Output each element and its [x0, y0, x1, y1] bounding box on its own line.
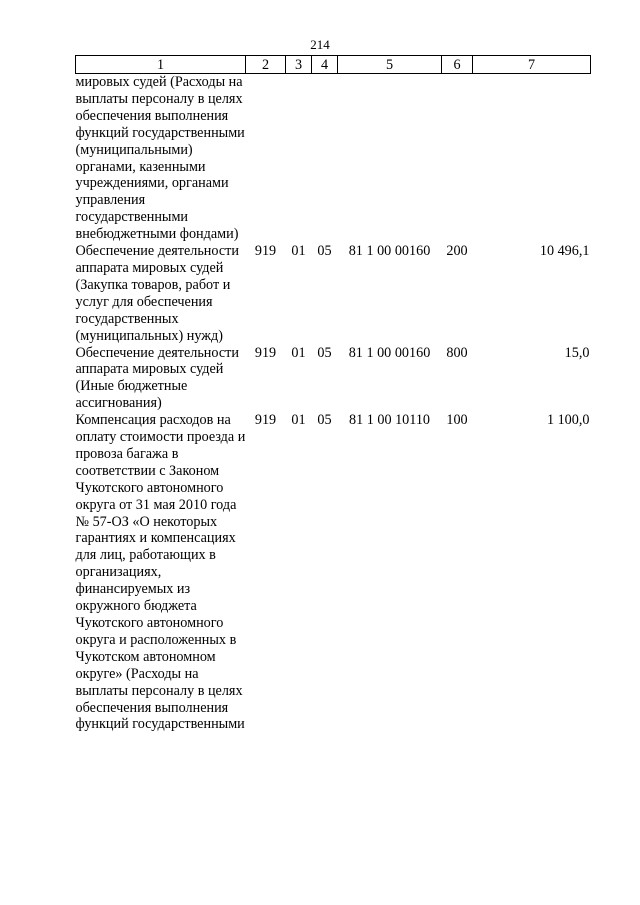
column-header-7: 7 [473, 56, 591, 74]
row-amount: 1 100,0 [546, 412, 590, 429]
row-ministry: 919 [254, 344, 277, 361]
column-header-1: 1 [76, 56, 246, 74]
column-header-2: 2 [246, 56, 286, 74]
table-row [76, 243, 591, 344]
row-type: 800 [446, 344, 468, 361]
row-subsection [312, 74, 338, 244]
row-subsection: 05 [317, 344, 332, 361]
column-header-6: 6 [442, 56, 473, 74]
row-type: 100 [446, 412, 468, 429]
row-ministry: 919 [254, 243, 277, 260]
row-ministry [246, 74, 286, 244]
row-target: 81 1 00 00160 [348, 344, 431, 361]
row-section: 01 [291, 243, 306, 260]
row-amount [473, 74, 591, 244]
row-name: Компенсация расходов на оплату стоимости проезда и провоза багажа в соответствии с Законом Чукотского автономного округа от 31 мая 2010 года № 57-ОЗ «О некоторых гарантиях и компенсациях для лиц, работающих в организациях, финансируемых из окружного бюджета Чукотского автономного округа и расположенных в Чукотском автономном округе» (Расходы на выплаты персоналу в целях обеспечения выполнения функций государственными [75, 412, 246, 733]
column-header-4: 4 [312, 56, 338, 74]
row-name: Обеспечение деятельности аппарата мировых судей (Иные бюджетные ассигнования) [75, 344, 239, 412]
row-type [442, 74, 473, 244]
table-row [76, 345, 591, 413]
page-number: 214 [310, 37, 330, 52]
table-row [76, 412, 591, 733]
row-name: мировых судей (Расходы на выплаты персоналу в целях обеспечения выполнения функций государственными (муниципальными) органами, казенными учреждениями, органами управления государственными внебюджетными фондами) [75, 74, 245, 243]
budget-table [75, 55, 591, 733]
row-amount: 10 496,1 [539, 243, 590, 260]
row-subsection: 05 [317, 412, 332, 429]
row-name: Обеспечение деятельности аппарата мировых судей (Закупка товаров, работ и услуг для обеспечения государственных (муниципальных) нужд) [75, 243, 239, 344]
row-type: 200 [446, 243, 468, 260]
row-section: 01 [291, 344, 306, 361]
row-target: 81 1 00 00160 [348, 243, 431, 260]
table-row [76, 74, 591, 244]
row-target [338, 74, 442, 244]
row-subsection: 05 [317, 243, 332, 260]
row-ministry: 919 [254, 412, 277, 429]
row-target: 81 1 00 10110 [348, 412, 431, 429]
column-header-3: 3 [286, 56, 312, 74]
row-section [286, 74, 312, 244]
row-section: 01 [291, 412, 306, 429]
row-amount: 15,0 [564, 344, 590, 361]
column-header-5: 5 [338, 56, 442, 74]
table-header-row [76, 56, 591, 74]
